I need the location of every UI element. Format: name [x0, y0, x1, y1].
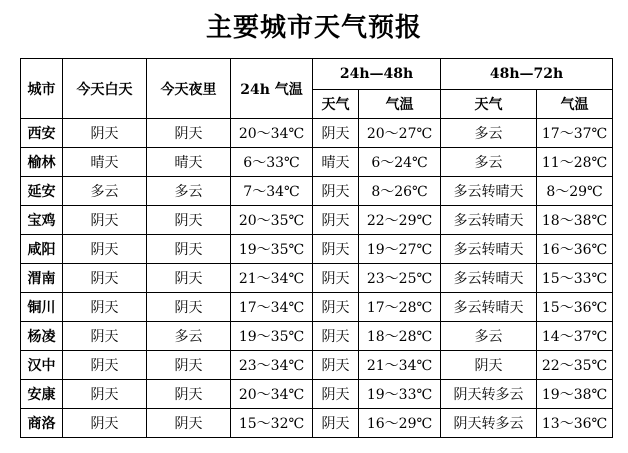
temp-72-cell: 11～28℃ [537, 148, 613, 177]
temp-72-cell: 16～36℃ [537, 235, 613, 264]
table-row [21, 322, 613, 351]
today-night-cell: 阴天 [147, 235, 231, 264]
temp-48-cell: 16～29℃ [359, 409, 441, 438]
weather-72-cell: 多云转晴天 [441, 293, 537, 322]
temp-72-cell: 22～35℃ [537, 351, 613, 380]
city-cell: 榆林 [21, 148, 63, 177]
temp-48-cell: 17～28℃ [359, 293, 441, 322]
temp-48-cell: 8～26℃ [359, 177, 441, 206]
temp-24h-cell: 20～34℃ [231, 380, 313, 409]
temp-72-cell: 19～38℃ [537, 380, 613, 409]
today-night-cell: 多云 [147, 322, 231, 351]
weather-forecast-table [20, 58, 613, 438]
today-day-cell: 阴天 [63, 235, 147, 264]
today-night-cell: 阴天 [147, 206, 231, 235]
header-temp-72: 气温 [537, 90, 613, 119]
temp-24h-cell: 19～35℃ [231, 235, 313, 264]
today-day-cell: 阴天 [63, 380, 147, 409]
table-row [21, 235, 613, 264]
temp-24h-cell: 20～34℃ [231, 119, 313, 148]
today-night-cell: 多云 [147, 177, 231, 206]
header-today-day: 今天白天 [63, 59, 147, 119]
temp-48-cell: 19～27℃ [359, 235, 441, 264]
header-city: 城市 [21, 59, 63, 119]
today-night-cell: 阴天 [147, 119, 231, 148]
temp-72-cell: 18～38℃ [537, 206, 613, 235]
weather-48-cell: 晴天 [313, 148, 359, 177]
city-cell: 汉中 [21, 351, 63, 380]
today-night-cell: 阴天 [147, 351, 231, 380]
temp-48-cell: 20～27℃ [359, 119, 441, 148]
temp-72-cell: 15～36℃ [537, 293, 613, 322]
header-period-24-48: 24h—48h [313, 59, 441, 90]
temp-72-cell: 15～33℃ [537, 264, 613, 293]
temp-72-cell: 8～29℃ [537, 177, 613, 206]
today-day-cell: 阴天 [63, 293, 147, 322]
today-night-cell: 阴天 [147, 380, 231, 409]
city-cell: 杨凌 [21, 322, 63, 351]
weather-48-cell: 阴天 [313, 235, 359, 264]
weather-48-cell: 阴天 [313, 409, 359, 438]
table-row [21, 409, 613, 438]
weather-72-cell: 多云 [441, 322, 537, 351]
city-cell: 延安 [21, 177, 63, 206]
temp-48-cell: 21～34℃ [359, 351, 441, 380]
temp-48-cell: 6～24℃ [359, 148, 441, 177]
temp-48-cell: 22～29℃ [359, 206, 441, 235]
today-night-cell: 阴天 [147, 409, 231, 438]
weather-72-cell: 多云 [441, 119, 537, 148]
weather-48-cell: 阴天 [313, 119, 359, 148]
weather-72-cell: 阴天转多云 [441, 380, 537, 409]
table-row [21, 177, 613, 206]
header-temp-48: 气温 [359, 90, 441, 119]
weather-48-cell: 阴天 [313, 264, 359, 293]
header-today-night: 今天夜里 [147, 59, 231, 119]
weather-72-cell: 阴天转多云 [441, 409, 537, 438]
temp-24h-cell: 23～34℃ [231, 351, 313, 380]
table-row [21, 380, 613, 409]
temp-72-cell: 14～37℃ [537, 322, 613, 351]
city-cell: 渭南 [21, 264, 63, 293]
temp-24h-cell: 20～35℃ [231, 206, 313, 235]
today-night-cell: 阴天 [147, 264, 231, 293]
weather-48-cell: 阴天 [313, 293, 359, 322]
temp-72-cell: 13～36℃ [537, 409, 613, 438]
temp-72-cell: 17～37℃ [537, 119, 613, 148]
header-weather-48: 天气 [313, 90, 359, 119]
table-row [21, 293, 613, 322]
header-weather-72: 天气 [441, 90, 537, 119]
weather-72-cell: 多云转晴天 [441, 264, 537, 293]
temp-24h-cell: 15～32℃ [231, 409, 313, 438]
table-row [21, 264, 613, 293]
today-day-cell: 阴天 [63, 351, 147, 380]
city-cell: 宝鸡 [21, 206, 63, 235]
weather-72-cell: 多云 [441, 148, 537, 177]
weather-72-cell: 阴天 [441, 351, 537, 380]
city-cell: 咸阳 [21, 235, 63, 264]
today-day-cell: 阴天 [63, 119, 147, 148]
weather-48-cell: 阴天 [313, 206, 359, 235]
temp-24h-cell: 6～33℃ [231, 148, 313, 177]
today-day-cell: 多云 [63, 177, 147, 206]
temp-48-cell: 19～33℃ [359, 380, 441, 409]
temp-24h-cell: 17～34℃ [231, 293, 313, 322]
header-temp-24h: 24h 气温 [231, 59, 313, 119]
today-day-cell: 晴天 [63, 148, 147, 177]
table-row [21, 148, 613, 177]
weather-48-cell: 阴天 [313, 380, 359, 409]
header-period-48-72: 48h—72h [441, 59, 613, 90]
table-row [21, 119, 613, 148]
weather-48-cell: 阴天 [313, 322, 359, 351]
weather-48-cell: 阴天 [313, 177, 359, 206]
today-day-cell: 阴天 [63, 206, 147, 235]
weather-48-cell: 阴天 [313, 351, 359, 380]
weather-72-cell: 多云转晴天 [441, 235, 537, 264]
today-day-cell: 阴天 [63, 322, 147, 351]
temp-24h-cell: 21～34℃ [231, 264, 313, 293]
temp-48-cell: 23～25℃ [359, 264, 441, 293]
header-row-top [21, 59, 613, 90]
table-row [21, 206, 613, 235]
temp-24h-cell: 7～34℃ [231, 177, 313, 206]
city-cell: 西安 [21, 119, 63, 148]
city-cell: 商洛 [21, 409, 63, 438]
city-cell: 安康 [21, 380, 63, 409]
today-night-cell: 阴天 [147, 293, 231, 322]
weather-72-cell: 多云转晴天 [441, 177, 537, 206]
table-row [21, 351, 613, 380]
city-cell: 铜川 [21, 293, 63, 322]
today-night-cell: 晴天 [147, 148, 231, 177]
temp-24h-cell: 19～35℃ [231, 322, 313, 351]
page-title: 主要城市天气预报 [205, 13, 422, 43]
today-day-cell: 阴天 [63, 264, 147, 293]
weather-72-cell: 多云转晴天 [441, 206, 537, 235]
today-day-cell: 阴天 [63, 409, 147, 438]
temp-48-cell: 18～28℃ [359, 322, 441, 351]
